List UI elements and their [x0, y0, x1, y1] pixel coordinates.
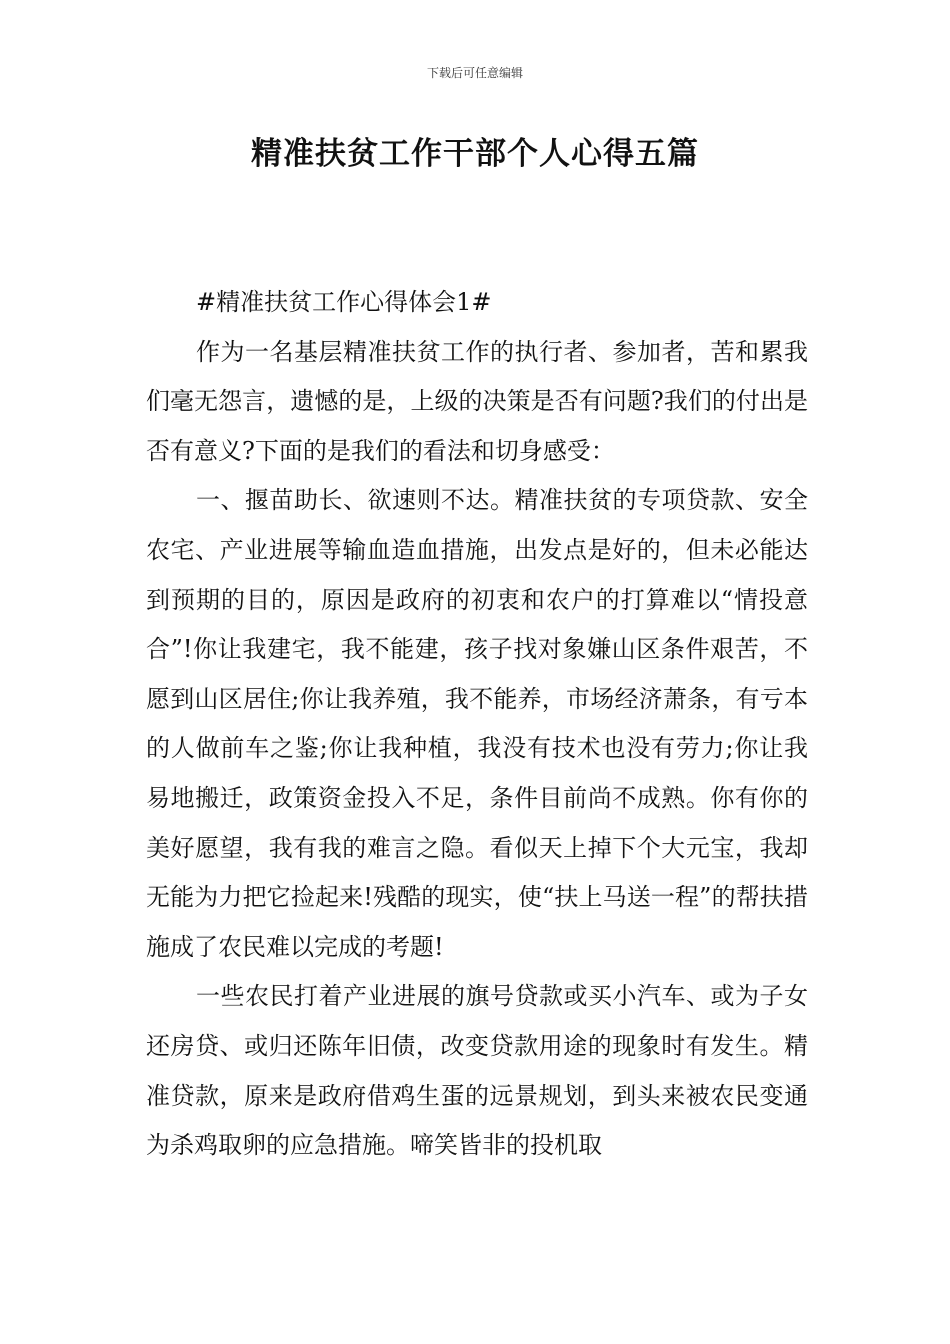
paragraph-loans: 一些农民打着产业进展的旗号贷款或买小汽车、或为子女还房贷、或归还陈年旧债，改变贷款用途的现象时有发生。精准贷款，原来是政府借鸡生蛋的远景规划，到头来被农民变通为杀鸡取卵的应急措施。啼笑皆非的投机取 — [146, 982, 808, 1160]
header-note: 下载后可任意编辑 — [426, 66, 523, 80]
document-body — [146, 278, 808, 1171]
paragraph-section-heading: #精准扶贫工作心得体会1# — [196, 288, 492, 316]
document-title: 精准扶贫工作干部个人心得五篇 — [251, 136, 699, 172]
paragraph-point-one: 一、揠苗助长、欲速则不达。精准扶贫的专项贷款、安全农宅、产业进展等输血造血措施，出发点是好的，但未必能达到预期的目的，原因是政府的初衷和农户的打算难以“情投意合”!你让我建宅，我不能建，孩子找对象嫌山区条件艰苦，不愿到山区居住;你让我养殖，我不能养，市场经济萧条，有亏本的人做前车之鉴;你让我种植，我没有技术也没有劳力;你让我易地搬迁，政策资金投入不足，条件目前尚不成熟。你有你的美好愿望，我有我的难言之隐。看似天上掉下个大元宝，我却无能为力把它捡起来!残酷的现实，使“扶上马送一程”的帮扶措施成了农民难以完成的考题! — [146, 486, 808, 961]
paragraph-intro: 作为一名基层精准扶贫工作的执行者、参加者，苦和累我们毫无怨言，遗憾的是，上级的决策是否有问题?我们的付出是否有意义?下面的是我们的看法和切身感受： — [146, 337, 808, 465]
